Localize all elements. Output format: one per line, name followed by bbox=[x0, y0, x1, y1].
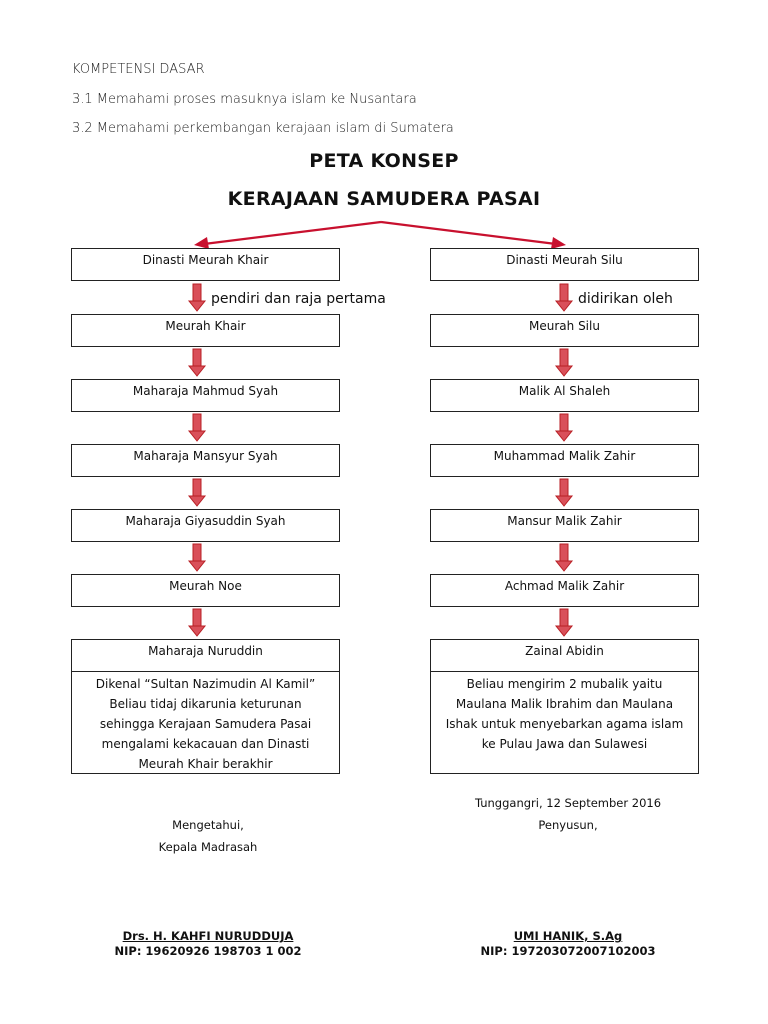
left-connector-label: pendiri dan raja pertama bbox=[211, 291, 386, 307]
left-ruler-box bbox=[71, 639, 340, 672]
right-ruler-box bbox=[430, 574, 699, 607]
arrow-head bbox=[556, 626, 572, 636]
right-ruler-box bbox=[430, 639, 699, 672]
down-arrow-left bbox=[189, 479, 205, 506]
arrow-shaft bbox=[560, 284, 568, 301]
down-arrow-left bbox=[189, 544, 205, 571]
right-role: Penyusun, bbox=[538, 818, 598, 832]
left-ruler-label: Maharaja Mahmud Syah bbox=[132, 384, 279, 398]
down-arrow-right bbox=[556, 544, 572, 571]
left-role-2: Kepala Madrasah bbox=[158, 840, 258, 854]
left-description-line: Beliau tidaj dikarunia keturunan bbox=[109, 697, 302, 711]
right-dynasty-label: Dinasti Meurah Silu bbox=[506, 253, 623, 267]
right-description-line: ke Pulau Jawa dan Sulawesi bbox=[481, 737, 648, 751]
arrow-head bbox=[556, 366, 572, 376]
left-description-line: mengalami kekacauan dan Dinasti bbox=[101, 737, 310, 751]
arrow-shaft bbox=[193, 284, 201, 301]
right-ruler-box bbox=[430, 379, 699, 412]
arrow-head bbox=[189, 561, 205, 571]
title-line-2: KERAJAAN SAMUDERA PASAI bbox=[227, 188, 541, 210]
down-arrow-right bbox=[556, 349, 572, 376]
left-dynasty-label: Dinasti Meurah Khair bbox=[142, 253, 269, 267]
arrow-head bbox=[556, 301, 572, 311]
kompetensi-item-2: 3.2 Memahami perkembangan kerajaan islam di Sumatera bbox=[72, 121, 454, 136]
left-description-line: sehingga Kerajaan Samudera Pasai bbox=[99, 717, 312, 731]
left-ruler-label: Meurah Noe bbox=[169, 579, 242, 593]
left-dynasty-box bbox=[71, 248, 340, 281]
arrow-shaft bbox=[193, 479, 201, 496]
left-ruler-box bbox=[71, 444, 340, 477]
right-signatory-name: UMI HANIK, S.Ag bbox=[513, 929, 623, 943]
left-description-line: Meurah Khair berakhir bbox=[138, 757, 273, 771]
right-ruler-box bbox=[430, 444, 699, 477]
left-description-box bbox=[71, 671, 340, 774]
down-arrow-right bbox=[556, 609, 572, 636]
arrow-head bbox=[189, 496, 205, 506]
left-signatory-name: Drs. H. KAHFI NURUDDUJA bbox=[122, 929, 294, 943]
arrow-shaft bbox=[560, 609, 568, 626]
down-arrow-left bbox=[189, 349, 205, 376]
split-arrow-left-line bbox=[204, 222, 381, 244]
right-ruler-label: Achmad Malik Zahir bbox=[504, 579, 625, 593]
left-ruler-label: Maharaja Giyasuddin Syah bbox=[125, 514, 286, 528]
arrow-head bbox=[556, 496, 572, 506]
left-ruler-box bbox=[71, 379, 340, 412]
down-arrow-left bbox=[189, 414, 205, 441]
right-ruler-label: Meurah Silu bbox=[529, 319, 600, 333]
right-description-line: Maulana Malik Ibrahim dan Maulana bbox=[455, 697, 674, 711]
right-signatory-nip: NIP: 197203072007102003 bbox=[480, 944, 656, 958]
left-role-1: Mengetahui, bbox=[172, 818, 244, 832]
down-arrow-right bbox=[556, 479, 572, 506]
arrow-shaft bbox=[193, 609, 201, 626]
arrow-head bbox=[556, 431, 572, 441]
down-arrow-left bbox=[189, 609, 205, 636]
right-ruler-label: Malik Al Shaleh bbox=[518, 384, 611, 398]
right-description-line: Ishak untuk menyebarkan agama islam bbox=[445, 717, 684, 731]
arrow-shaft bbox=[193, 414, 201, 431]
arrow-shaft bbox=[560, 544, 568, 561]
title-line-1: PETA KONSEP bbox=[309, 150, 459, 172]
right-ruler-label: Mansur Malik Zahir bbox=[507, 514, 622, 528]
left-ruler-label: Maharaja Mansyur Syah bbox=[133, 449, 278, 463]
left-ruler-box bbox=[71, 314, 340, 347]
left-ruler-box bbox=[71, 574, 340, 607]
arrow-shaft bbox=[193, 349, 201, 366]
down-arrow-right bbox=[556, 414, 572, 441]
right-ruler-box bbox=[430, 509, 699, 542]
left-ruler-box bbox=[71, 509, 340, 542]
split-arrow-right-line bbox=[381, 222, 556, 244]
left-ruler-label: Maharaja Nuruddin bbox=[148, 644, 263, 658]
right-ruler-label: Muhammad Malik Zahir bbox=[493, 449, 636, 463]
arrow-head bbox=[189, 366, 205, 376]
left-signatory-nip: NIP: 19620926 198703 1 002 bbox=[114, 944, 302, 958]
left-description-line: Dikenal “Sultan Nazimudin Al Kamil” bbox=[95, 677, 316, 691]
arrow-shaft bbox=[560, 479, 568, 496]
right-description-line: Beliau mengirim 2 mubalik yaitu bbox=[466, 677, 663, 691]
left-ruler-label: Meurah Khair bbox=[165, 319, 246, 333]
right-description-box bbox=[430, 671, 699, 774]
arrow-head bbox=[556, 561, 572, 571]
arrow-head bbox=[189, 626, 205, 636]
right-ruler-label: Zainal Abidin bbox=[525, 644, 604, 658]
down-arrow-right bbox=[556, 284, 572, 311]
right-dynasty-box bbox=[430, 248, 699, 281]
down-arrow-left bbox=[189, 284, 205, 311]
arrow-shaft bbox=[193, 544, 201, 561]
arrow-head bbox=[189, 431, 205, 441]
right-connector-label: didirikan oleh bbox=[578, 291, 673, 307]
kompetensi-heading: KOMPETENSI DASAR bbox=[72, 62, 205, 77]
arrow-shaft bbox=[560, 349, 568, 366]
arrow-shaft bbox=[560, 414, 568, 431]
arrow-head bbox=[189, 301, 205, 311]
place-date: Tunggangri, 12 September 2016 bbox=[474, 796, 662, 810]
right-ruler-box bbox=[430, 314, 699, 347]
kompetensi-item-1: 3.1 Memahami proses masuknya islam ke Nusantara bbox=[72, 92, 417, 107]
